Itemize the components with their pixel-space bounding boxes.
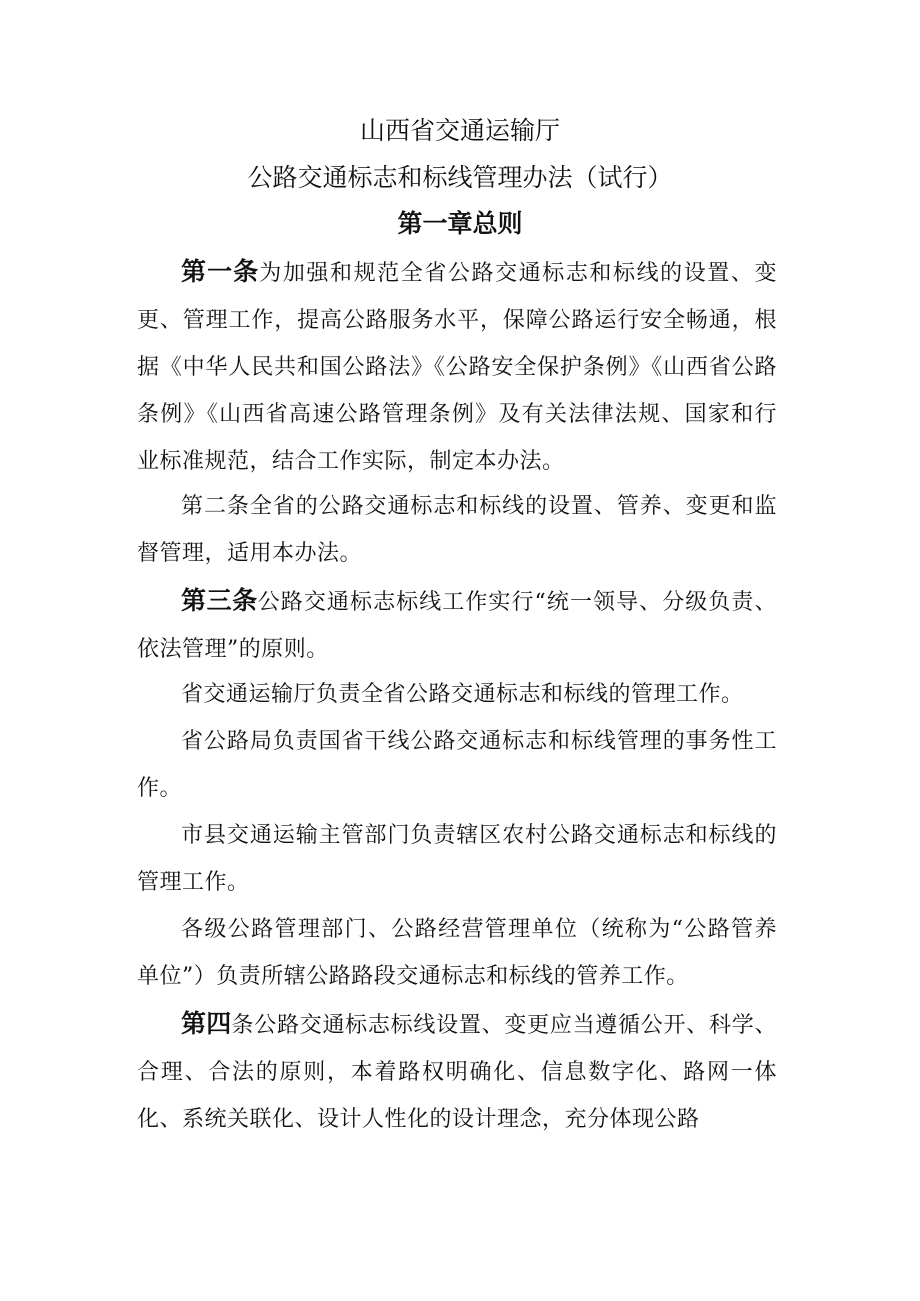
article-label: 第四: [181, 1009, 232, 1038]
article-label: 第三条: [181, 586, 258, 615]
paragraph-text: 市县交通运输主管部门负责辖区农村公路交通标志和标线的管理工作。: [137, 823, 777, 895]
organization-title: 山西省交通运输厅: [359, 116, 560, 145]
paragraph-text: 各级公路管理部门、公路经营管理单位（统称为“公路管养单位”）负责所辖公路路段交通标志和标线的管养工作。: [137, 917, 777, 989]
document-title: 公路交通标志和标线管理办法（试行）: [247, 163, 673, 192]
paragraph-maintenance-units: [137, 906, 777, 1000]
article-1-paragraph: [137, 248, 777, 485]
paragraph-text: 为加强和规范全省公路交通标志和标线的设置、变更、管理工作，提高公路服务水平，保障公路运行安全畅通，根据《中华人民共和国公路法》《公路安全保护条例》《山西省公路条例》《山西省高速公路管理条例》及有关法律法规、国家和行业标准规范，结合工作实际，制定本办法。: [137, 261, 777, 474]
paragraph-provincial-dept: [137, 671, 777, 718]
article-2-paragraph: [137, 483, 777, 577]
paragraph-text: 省公路局负责国省干线公路交通标志和标线管理的事务性工作。: [137, 729, 777, 801]
paragraph-city-county-dept: [137, 812, 777, 906]
article-4-paragraph: [137, 1000, 777, 1143]
chapter-heading: 第一章总则: [397, 209, 523, 238]
paragraph-text: 第二条全省的公路交通标志和标线的设置、管养、变更和监督管理，适用本办法。: [137, 494, 777, 566]
paragraph-text: 条公路交通标志标线设置、变更应当遵循公开、科学、合理、合法的原则，本着路权明确化、信息数字化、路网一体化、系统关联化、设计人性化的设计理念，充分体现公路: [137, 1013, 777, 1132]
paragraph-text: 公路交通标志标线工作实行“统一领导、分级负责、依法管理”的原则。: [137, 590, 777, 662]
article-label: 第一条: [181, 257, 260, 286]
paragraph-text: 省交通运输厅负责全省公路交通标志和标线的管理工作。: [181, 682, 744, 707]
paragraph-provincial-highway-bureau: [137, 718, 777, 812]
article-3-paragraph: [137, 577, 777, 673]
